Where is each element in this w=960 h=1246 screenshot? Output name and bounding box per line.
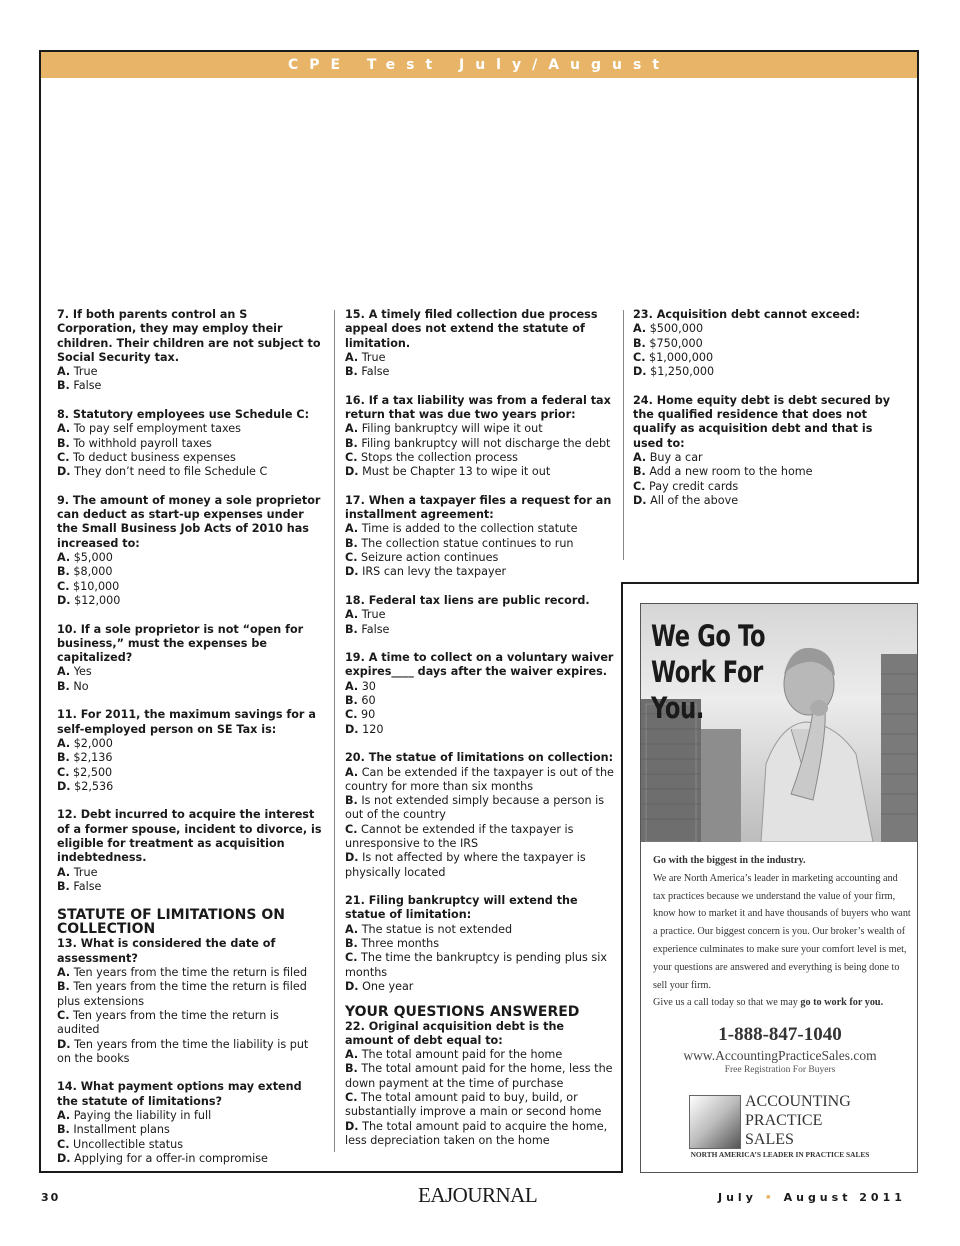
option-text: The time the bankruptcy is pending plus six months — [345, 951, 607, 979]
option-text: Cannot be extended if the taxpayer is unresponsive to the IRS — [345, 822, 574, 850]
answer-option[interactable] — [57, 1038, 323, 1067]
option-letter: A. — [345, 1048, 359, 1062]
option-text: Add a new room to the home — [649, 465, 813, 479]
answer-option[interactable] — [345, 365, 615, 379]
answer-option[interactable] — [345, 951, 615, 980]
option-text: One year — [362, 979, 414, 993]
option-letter: D. — [57, 1151, 71, 1165]
question-column-3 — [633, 308, 903, 522]
ad-cta: Give us a call today so that we may go to work for you. — [653, 997, 884, 1009]
option-text: Installment plans — [73, 1123, 170, 1137]
ad-photo — [641, 604, 918, 842]
option-text: 90 — [361, 708, 376, 722]
option-text: True — [361, 350, 386, 364]
option-text: They don’t need to file Schedule C — [74, 465, 268, 479]
ad-phone[interactable]: 1-888-847-1040 — [718, 1024, 842, 1045]
journal-logo: EAJOURNAL — [418, 1183, 538, 1207]
answer-option[interactable] — [345, 422, 615, 436]
option-letter: B. — [345, 622, 358, 636]
question-text: 10. If a sole proprietor is not “open for business,” must the expenses be capitalized? — [57, 622, 304, 665]
answer-option[interactable] — [345, 437, 615, 451]
option-text: 30 — [361, 679, 376, 693]
answer-option[interactable] — [633, 337, 903, 351]
question — [345, 651, 615, 737]
question-list — [345, 308, 615, 994]
option-text: The total amount paid for the home — [361, 1048, 563, 1062]
option-letter: D. — [345, 851, 359, 865]
answer-option[interactable] — [345, 694, 615, 708]
issue-date: July • August 2011 — [718, 1191, 906, 1204]
option-letter: C. — [345, 708, 358, 722]
option-text: $1,250,000 — [650, 365, 715, 379]
question — [345, 494, 615, 580]
option-letter: A. — [57, 865, 71, 879]
ad-url[interactable]: www.AccountingPracticeSales.com — [683, 1048, 877, 1063]
option-letter: A. — [57, 665, 71, 679]
question — [633, 394, 903, 508]
question-text: 16. If a tax liability was from a federal tax return that was due two years prior: — [345, 393, 611, 422]
option-letter: D. — [345, 979, 359, 993]
option-letter: A. — [345, 350, 359, 364]
option-text: The total amount paid to acquire the home, less depreciation taken on the home — [345, 1119, 608, 1147]
answer-option[interactable] — [345, 623, 615, 637]
option-text: Ten years from the time the return is audited — [57, 1008, 279, 1037]
question-text: 11. For 2011, the maximum savings for a self-employed person on SE Tax is: — [57, 708, 316, 736]
option-letter: B. — [345, 937, 358, 951]
question — [57, 408, 323, 479]
option-text: Paying the liability in full — [73, 1109, 212, 1123]
option-text: Filing bankruptcy will not discharge the debt — [361, 436, 611, 450]
option-text: Three months — [361, 937, 440, 951]
option-text: Uncollectible status — [73, 1137, 184, 1151]
frame-divider — [621, 582, 919, 584]
option-text: $1,000,000 — [649, 350, 714, 364]
option-letter: A. — [57, 551, 71, 565]
answer-option[interactable] — [57, 594, 323, 608]
option-letter: B. — [57, 679, 70, 693]
question — [345, 308, 615, 379]
option-text: 120 — [362, 722, 384, 736]
answer-option[interactable] — [57, 465, 323, 479]
option-text: $2,000 — [73, 736, 113, 750]
option-text: False — [73, 379, 102, 393]
option-text: $12,000 — [74, 593, 121, 607]
option-letter: B. — [345, 694, 358, 708]
option-text: Can be extended if the taxpayer is out of the country for more than six months — [345, 765, 614, 793]
question-text: 23. Acquisition debt cannot exceed: — [633, 308, 861, 321]
option-letter: A. — [345, 922, 359, 936]
answer-option[interactable] — [633, 451, 903, 465]
option-text: $8,000 — [73, 565, 113, 579]
option-text: To deduct business expenses — [73, 450, 236, 464]
answer-option[interactable] — [57, 780, 323, 794]
answer-option[interactable] — [57, 437, 323, 451]
answer-option[interactable] — [345, 980, 615, 994]
option-text: False — [73, 879, 102, 893]
option-letter: D. — [57, 593, 71, 607]
option-letter: B. — [57, 980, 70, 994]
option-letter: C. — [57, 1137, 70, 1151]
option-letter: B. — [345, 536, 358, 550]
option-text: Is not extended simply because a person is out of the country — [345, 794, 605, 822]
question-text: 14. What payment options may extend the statute of limitations? — [57, 1080, 302, 1108]
answer-option[interactable] — [345, 723, 615, 737]
option-text: $2,136 — [73, 751, 113, 765]
answer-option[interactable] — [57, 1138, 323, 1152]
question-text: 17. When a taxpayer files a request for an installment agreement: — [345, 493, 612, 522]
question — [345, 1020, 615, 1149]
answer-option[interactable] — [57, 966, 323, 980]
option-letter: C. — [345, 951, 358, 965]
column-rule — [334, 310, 335, 1152]
option-letter: A. — [345, 422, 359, 436]
answer-option[interactable] — [57, 737, 323, 751]
option-letter: A. — [345, 765, 359, 779]
question-list — [57, 308, 323, 894]
option-text: The collection statue continues to run — [361, 536, 574, 550]
answer-option[interactable] — [633, 465, 903, 479]
option-letter: B. — [57, 379, 70, 393]
answer-option[interactable] — [633, 494, 903, 508]
question-text: 18. Federal tax liens are public record. — [345, 593, 590, 607]
answer-option[interactable] — [633, 322, 903, 336]
ad-lead: Go with the biggest in the industry. — [653, 855, 806, 866]
option-letter: B. — [57, 565, 70, 579]
question — [345, 594, 615, 637]
option-text: Must be Chapter 13 to wipe it out — [362, 465, 551, 479]
answer-option[interactable] — [345, 1091, 615, 1120]
answer-option[interactable] — [345, 351, 615, 365]
question-text: 24. Home equity debt is debt secured by the qualified residence that does not qualify as acquisition debt and that is used to: — [633, 393, 891, 450]
option-letter: B. — [57, 436, 70, 450]
question-list — [345, 1020, 615, 1149]
question-text: 12. Debt incurred to acquire the interest of a former spouse, incident to divorce, is eligible for treatment as acquisition indebtedness. — [57, 808, 322, 865]
answer-option[interactable] — [633, 365, 903, 379]
option-text: Is not affected by where the taxpayer is physically located — [345, 851, 586, 879]
answer-option[interactable] — [345, 551, 615, 565]
option-text: $2,500 — [73, 765, 113, 779]
company-logo-text: ACCOUNTING PRACTICE SALES — [745, 1093, 851, 1148]
option-letter: A. — [57, 365, 71, 379]
option-text: Filing bankruptcy will wipe it out — [361, 422, 543, 436]
answer-option[interactable] — [57, 365, 323, 379]
answer-option[interactable] — [345, 923, 615, 937]
option-letter: D. — [633, 365, 647, 379]
answer-option[interactable] — [57, 880, 323, 894]
option-letter: A. — [57, 736, 71, 750]
answer-option[interactable] — [57, 1152, 323, 1166]
answer-option[interactable] — [345, 565, 615, 579]
option-letter: C. — [345, 551, 358, 565]
answer-option[interactable] — [57, 1123, 323, 1137]
question — [345, 394, 615, 480]
option-text: False — [361, 365, 390, 379]
option-text: Buy a car — [649, 450, 703, 464]
option-letter: B. — [345, 1062, 358, 1076]
option-letter: A. — [345, 608, 359, 622]
option-letter: A. — [633, 450, 647, 464]
answer-option[interactable] — [345, 823, 615, 852]
answer-option[interactable] — [57, 565, 323, 579]
option-letter: A. — [345, 679, 359, 693]
answer-option[interactable] — [345, 1048, 615, 1062]
question — [633, 308, 903, 379]
answer-option[interactable] — [345, 708, 615, 722]
option-text: $2,536 — [74, 779, 114, 793]
option-letter: C. — [57, 1008, 70, 1022]
option-letter: B. — [57, 879, 70, 893]
option-letter: A. — [345, 522, 359, 536]
option-text: $5,000 — [73, 551, 113, 565]
option-letter: B. — [345, 794, 358, 808]
option-text: Seizure action continues — [361, 551, 499, 565]
question-text: 13. What is considered the date of assessment? — [57, 937, 276, 965]
answer-option[interactable] — [57, 451, 323, 465]
answer-option[interactable] — [633, 351, 903, 365]
page-number: 30 — [41, 1191, 61, 1204]
section-heading-questions: YOUR QUESTIONS ANSWERED — [345, 1003, 580, 1020]
option-text: $500,000 — [649, 322, 704, 336]
question — [57, 808, 323, 894]
option-text: The total amount paid for the home, less the down payment at the time of purchase — [345, 1062, 613, 1090]
answer-option[interactable] — [57, 665, 323, 679]
column-rule — [623, 310, 624, 560]
option-text: False — [361, 622, 390, 636]
answer-option[interactable] — [345, 608, 615, 622]
option-letter: B. — [57, 1123, 70, 1137]
answer-option[interactable] — [345, 851, 615, 880]
answer-option[interactable] — [57, 551, 323, 565]
question-column-2 — [345, 308, 615, 1163]
option-letter: C. — [345, 450, 358, 464]
option-text: To pay self employment taxes — [73, 422, 241, 436]
question-list — [57, 937, 323, 1166]
option-letter: C. — [57, 450, 70, 464]
option-letter: C. — [57, 765, 70, 779]
option-text: Ten years from the time the return is filed — [73, 966, 308, 980]
company-logo-mark — [689, 1095, 741, 1149]
answer-option[interactable] — [345, 1062, 615, 1091]
option-text: True — [361, 608, 386, 622]
option-letter: C. — [345, 822, 358, 836]
answer-option[interactable] — [345, 465, 615, 479]
option-letter: D. — [633, 493, 647, 507]
answer-option[interactable] — [345, 537, 615, 551]
answer-option[interactable] — [345, 451, 615, 465]
question-text: 20. The statue of limitations on collection: — [345, 751, 614, 765]
question-text: 21. Filing bankruptcy will extend the statue of limitation: — [345, 894, 578, 922]
option-letter: C. — [345, 1091, 358, 1105]
question — [57, 708, 323, 794]
answer-option[interactable] — [57, 580, 323, 594]
question — [345, 894, 615, 994]
question — [57, 623, 323, 694]
option-letter: D. — [345, 565, 359, 579]
option-letter: B. — [633, 465, 646, 479]
section-heading-statute: STATUTE OF LIMITATIONS ON COLLECTION — [57, 907, 285, 938]
page-title: CPE Test July/August — [41, 52, 917, 78]
ad-body-text: We are North America’s leader in marketing accounting and tax practices because we understand the value of your firm, know how to market it and have thousands of buyers who want a practice. Our biggest concern is you. Our broker’s wealth of experience culminates to make sure your comfort level is met, your questions are answered and everything is being done to sell your firm. — [653, 872, 911, 991]
option-text: Time is added to the collection statute — [361, 522, 578, 536]
answer-option[interactable] — [57, 1109, 323, 1123]
option-letter: C. — [633, 350, 646, 364]
option-letter: D. — [345, 1119, 359, 1133]
question — [57, 308, 323, 394]
option-letter: C. — [633, 479, 646, 493]
question-column-1 — [57, 308, 323, 1181]
ad-body-copy — [653, 852, 911, 1012]
option-text: $750,000 — [649, 336, 703, 350]
option-text: Yes — [73, 665, 92, 679]
option-letter: A. — [57, 422, 71, 436]
option-letter: A. — [57, 966, 71, 980]
question — [57, 937, 323, 1066]
option-letter: B. — [633, 336, 646, 350]
question — [57, 494, 323, 608]
option-letter: A. — [57, 1109, 71, 1123]
option-text: To withhold payroll taxes — [73, 436, 212, 450]
option-text: Applying for a offer-in compromise — [74, 1151, 268, 1165]
option-text: 60 — [361, 694, 376, 708]
option-text: All of the above — [650, 493, 739, 507]
option-text: The statue is not extended — [361, 922, 513, 936]
option-text: IRS can levy the taxpayer — [362, 565, 507, 579]
ad-headline: We Go To Work For You. — [651, 619, 766, 725]
question-text: 15. A timely filed collection due process appeal does not extend the statute of limitation. — [345, 308, 598, 350]
option-letter: C. — [57, 579, 70, 593]
option-letter: B. — [57, 751, 70, 765]
option-letter: D. — [345, 722, 359, 736]
question-text: 7. If both parents control an S Corporation, they may employ their children. Their children are not subject to Social Security tax. — [57, 308, 321, 364]
question-text: 22. Original acquisition debt is the amount of debt equal to: — [345, 1019, 565, 1047]
question — [345, 751, 615, 880]
question-text: 19. A time to collect on a voluntary waiver expires____ days after the waiver expires. — [345, 651, 614, 679]
option-letter: D. — [57, 1037, 71, 1051]
answer-option[interactable] — [345, 1120, 615, 1149]
answer-option[interactable] — [57, 1009, 323, 1038]
option-text: $10,000 — [73, 579, 120, 593]
answer-option[interactable] — [345, 522, 615, 536]
answer-option[interactable] — [345, 794, 615, 823]
option-text: Ten years from the time the return is filed plus extensions — [57, 980, 307, 1008]
answer-option[interactable] — [57, 751, 323, 765]
answer-option[interactable] — [57, 379, 323, 393]
option-text: True — [73, 365, 98, 379]
advertisement[interactable] — [640, 603, 918, 1173]
option-text: The total amount paid to buy, build, or substantially improve a main or second home — [345, 1091, 602, 1119]
option-text: Stops the collection process — [361, 450, 518, 464]
answer-option[interactable] — [633, 480, 903, 494]
answer-option[interactable] — [57, 766, 323, 780]
ad-registration: Free Registration For Buyers — [724, 1065, 836, 1075]
option-letter: B. — [345, 436, 358, 450]
question-text: 9. The amount of money a sole proprietor can deduct as start-up expenses under the Small Business Job Acts of 2010 has increased to: — [57, 493, 321, 550]
option-letter: D. — [345, 465, 359, 479]
option-letter: A. — [633, 322, 647, 336]
question-text: 8. Statutory employees use Schedule C: — [57, 408, 310, 422]
option-letter: B. — [345, 365, 358, 379]
answer-option[interactable] — [345, 937, 615, 951]
answer-option[interactable] — [57, 422, 323, 436]
answer-option[interactable] — [345, 680, 615, 694]
answer-option[interactable] — [345, 766, 615, 795]
option-letter: D. — [57, 779, 71, 793]
answer-option[interactable] — [57, 980, 323, 1009]
option-text: No — [73, 679, 89, 693]
question — [57, 1080, 323, 1166]
ad-tagline: NORTH AMERICA’S LEADER IN PRACTICE SALES — [690, 1150, 870, 1159]
option-text: Pay credit cards — [649, 479, 739, 493]
option-letter: D. — [57, 465, 71, 479]
option-text: True — [73, 865, 98, 879]
option-text: Ten years from the time the liability is put on the books — [57, 1037, 309, 1065]
answer-option[interactable] — [57, 680, 323, 694]
question-list — [633, 308, 903, 508]
answer-option[interactable] — [57, 866, 323, 880]
